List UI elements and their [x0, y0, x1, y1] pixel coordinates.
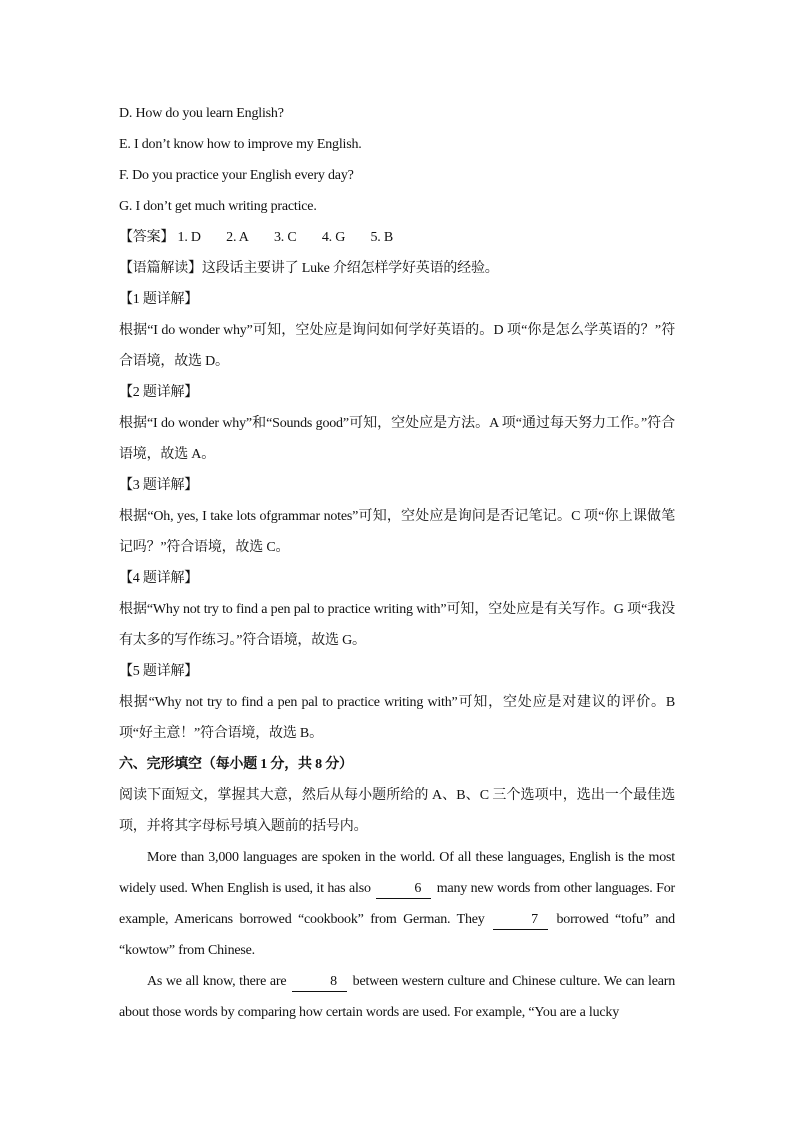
option-f: F. Do you practice your English every day?	[119, 168, 354, 183]
passage-text: many new words from other languages. For example, Americans borrowed “cookbook” from German. They	[119, 881, 676, 927]
explanation-1-title: 【1 题详解】	[119, 292, 199, 307]
option-g: G. I don’t get much writing practice.	[119, 199, 317, 214]
explanation-2-text: 根据“I do wonder why”和“Sounds good”可知，空处应是方法。A 项“通过每天努力工作。”符合语境，故选 A。	[119, 416, 675, 462]
blank-6: 6	[376, 880, 431, 899]
explanation-3-title: 【3 题详解】	[119, 478, 199, 493]
answer-item-2: 2. A	[226, 230, 249, 245]
explanation-5-text: 根据“Why not try to find a pen pal to practice writing with”可知，空处应是对建议的评价。B 项“好主意！”符合语境，故选 B。	[119, 695, 675, 741]
blank-8: 8	[292, 973, 347, 992]
answer-line	[119, 222, 675, 253]
blank-7: 7	[493, 911, 548, 930]
passage-text: between western culture and Chinese culture. We can learn about those words by comparing how certain words are used. For example, “You are a lucky	[119, 974, 675, 1020]
reading-label: 【语篇解读】	[119, 261, 202, 276]
passage-text: More than 3,000 languages are spoken in the world. Of all these languages, English is the most widely used. When English is used, it has also	[119, 850, 675, 896]
passage-text: borrowed “tofu” and “kowtow” from Chinese.	[119, 912, 675, 958]
answer-item-3: 3. C	[274, 230, 297, 245]
answer-item-1: 1. D	[177, 230, 201, 245]
explanation-4-text: 根据“Why not try to find a pen pal to practice writing with”可知，空处应是有关写作。G 项“我没有太多的写作练习。”符合语境，故选 G。	[119, 602, 675, 648]
explanation-4-title: 【4 题详解】	[119, 571, 199, 586]
explanation-1-text: 根据“I do wonder why”可知，空处应是询问如何学好英语的。D 项“你是怎么学英语的？”符合语境，故选 D。	[119, 323, 675, 369]
passage-paragraph-2	[119, 966, 675, 1028]
explanation-2-title: 【2 题详解】	[119, 385, 199, 400]
option-e: E. I don’t know how to improve my English.	[119, 137, 362, 152]
passage-paragraph-1	[119, 842, 675, 966]
option-d: D. How do you learn English?	[119, 106, 284, 121]
answer-label: 【答案】	[119, 230, 175, 245]
section-title: 六、完形填空（每小题 1 分，共 8 分）	[119, 757, 353, 772]
explanation-3-text: 根据“Oh, yes, I take lots ofgrammar notes”可知，空处应是询问是否记笔记。C 项“你上课做笔记吗？”符合语境，故选 C。	[119, 509, 675, 555]
reading-text: 这段话主要讲了 Luke 介绍怎样学好英语的经验。	[201, 261, 499, 276]
answer-item-5: 5. B	[370, 230, 394, 245]
section-instructions: 阅读下面短文，掌握其大意，然后从每小题所给的 A、B、C 三个选项中，选出一个最佳选项，并将其字母标号填入题前的括号内。	[119, 788, 675, 834]
answer-item-4: 4. G	[321, 230, 346, 245]
passage-text: As we all know, there are	[147, 974, 287, 989]
explanation-5-title: 【5 题详解】	[119, 664, 199, 679]
document-page	[119, 98, 675, 1028]
reading-line	[119, 253, 675, 284]
